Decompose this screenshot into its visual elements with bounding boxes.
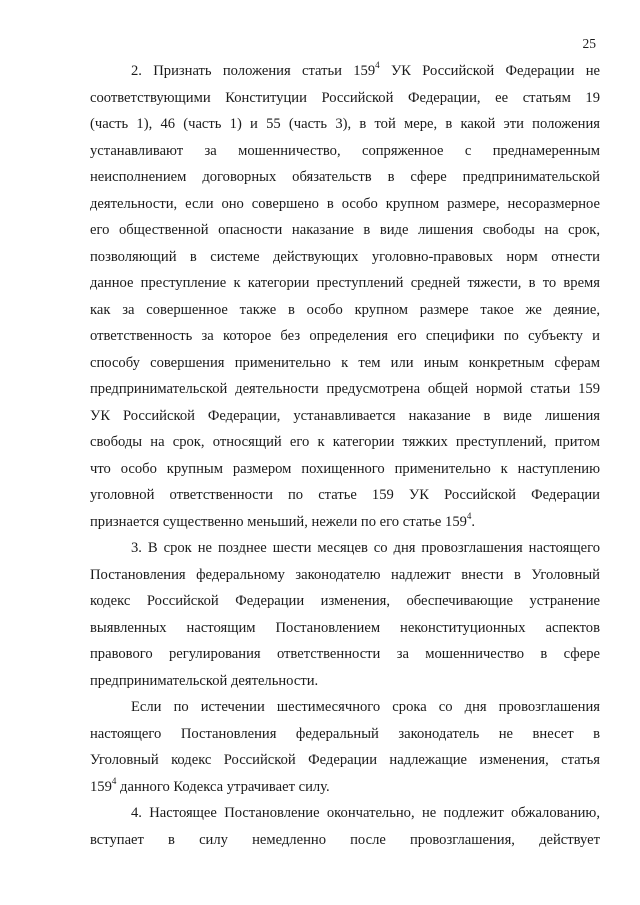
paragraph-3b-line: $159^4$ данного Кодекса утрачивает силу. xyxy=(90,776,330,795)
paragraph-2-line: его общественной опасности наказание в виде лишения свободы на срок, xyxy=(90,222,600,238)
paragraph-2-line: 2. Признать положения статьи $159^4$ УК Российской Федерации не xyxy=(131,60,601,79)
paragraph-2-line: предпринимательской деятельности предусмотрена общей нормой статьи 159 xyxy=(90,381,600,397)
paragraph-2-line: (часть 1), 46 (часть 1) и 55 (часть 3), в той мере, в какой эти положения xyxy=(90,116,600,132)
paragraph-2-line: неисполнением договорных обязательств в сфере предпринимательской xyxy=(90,169,600,185)
paragraph-3b-line: Если по истечении шестимесячного срока со дня провозглашения xyxy=(131,699,600,715)
paragraph-2-line: устанавливают за мошенничество, сопряженное с преднамеренным xyxy=(90,143,600,159)
paragraph-2-line: позволяющий в системе действующих уголовно-правовых норм отнести xyxy=(90,249,600,265)
paragraph-3-line: правового регулирования ответственности за мошенничество в сфере xyxy=(90,646,600,662)
paragraph-3-line: 3. В срок не позднее шести месяцев со дня провозглашения настоящего xyxy=(131,540,600,556)
paragraph-4-line: вступает в силу немедленно после провозглашения, действует xyxy=(90,832,600,848)
superscript: 4 xyxy=(466,511,472,522)
paragraph-2-line: признается существенно меньший, нежели по его статье $159^4$. xyxy=(90,511,476,530)
paragraph-2-line: уголовной ответственности по статье 159 УК Российской Федерации xyxy=(90,487,600,503)
paragraph-3-line: Постановления федеральному законодателю надлежит внести в Уголовный xyxy=(90,567,600,583)
paragraph-2-line: ответственность за которое без определения его специфики по субъекту и xyxy=(90,328,600,344)
superscript: 4 xyxy=(111,776,117,787)
paragraph-2-line: данное преступление к категории преступлений средней тяжести, в то время xyxy=(90,275,600,291)
paragraph-2-line: соответствующими Конституции Российской Федерации, ее статьям 19 xyxy=(90,90,600,106)
paragraph-3b-line: Уголовный кодекс Российской Федерации надлежащие изменения, статья xyxy=(90,752,600,768)
paragraph-3-line: кодекс Российской Федерации изменения, обеспечивающие устранение xyxy=(90,593,600,609)
paragraph-4-line: 4. Настоящее Постановление окончательно, не подлежит обжалованию, xyxy=(131,805,600,821)
paragraph-3b-line: настоящего Постановления федеральный законодатель не внесет в xyxy=(90,726,600,742)
paragraph-3-line: выявленных настоящим Постановлением неконституционных аспектов xyxy=(90,620,600,636)
paragraph-2-line: УК Российской Федерации, устанавливается наказание в виде лишения xyxy=(90,408,600,424)
paragraph-2-line: как за совершенное также в особо крупном размере такое же деяние, xyxy=(90,302,600,318)
paragraph-2-line: что особо крупным размером похищенного применительно к наступлению xyxy=(90,461,600,477)
page-number: 25 xyxy=(582,36,596,51)
paragraph-2-line: деятельности, если оно совершено в особо крупном размере, несоразмерное xyxy=(90,196,600,212)
superscript: 4 xyxy=(375,60,380,71)
paragraph-3-line: предпринимательской деятельности. xyxy=(90,673,319,689)
paragraph-2-line: свободы на срок, относящий его к категории тяжких преступлений, притом xyxy=(90,434,600,450)
paragraph-2-line: способу совершения применительно к тем или иным конкретным сферам xyxy=(90,355,600,371)
